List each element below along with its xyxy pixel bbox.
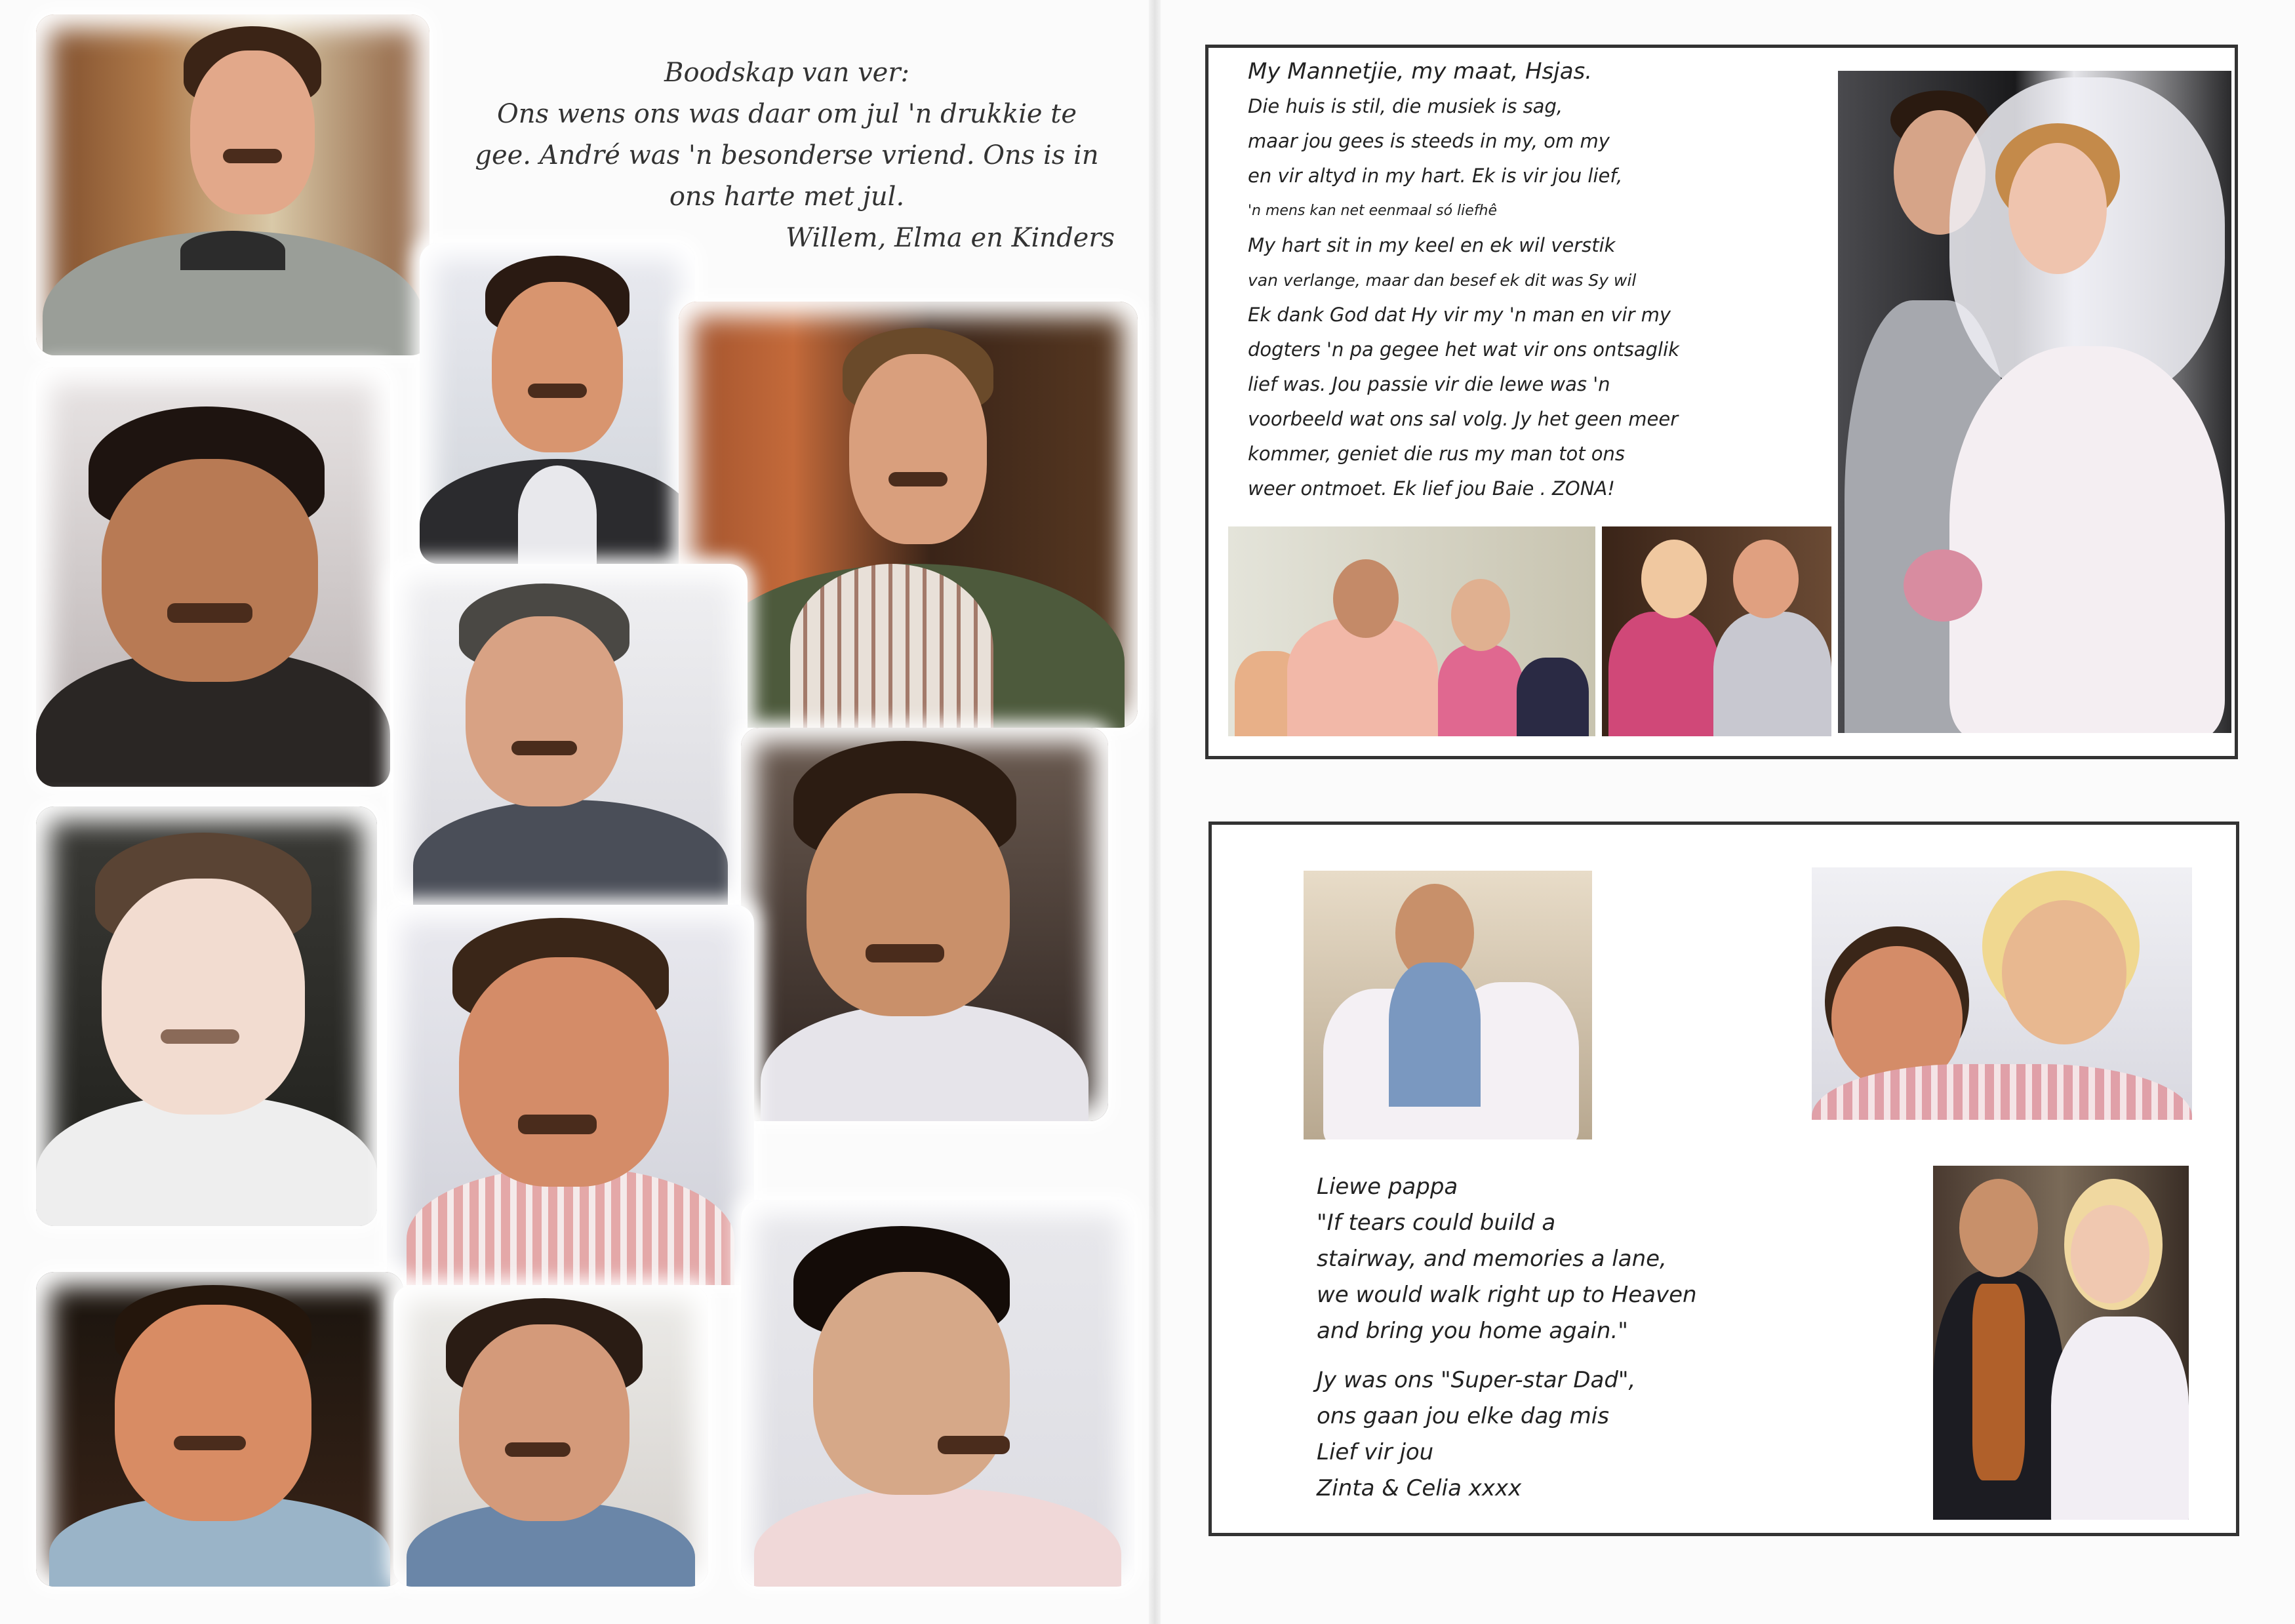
portrait-photo-3 [679,302,1138,728]
message-line: ons harte met jul. [669,182,905,212]
note-line: Zinta & Celia xxxx [1317,1475,1522,1501]
portrait-photo-8 [387,905,754,1285]
note-line: My hart sit in my keel en ek wil verstik [1248,234,1616,256]
note-line: we would walk right up to Heaven [1317,1282,1697,1308]
daughter-wedding-photo [1933,1166,2189,1520]
note-line: en vir altyd in my hart. Ek is vir jou lief, [1248,165,1623,187]
daughters-handwritten-note [1317,1169,1815,1507]
note-line: kommer, geniet die rus my man tot ons [1248,443,1626,465]
family-photo [1228,526,1595,736]
note-line: maar jou gees is steeds in my, om my [1248,130,1610,152]
message-signature: Willem, Elma en Kinders [786,223,1115,253]
portrait-photo-6 [741,728,1108,1121]
note-line: voorbeeld wat ons sal volg. Jy het geen meer [1248,408,1679,430]
note-line: Ek dank God dat Hy vir my 'n man en vir my [1248,304,1671,326]
note-line: dogters 'n pa gegee het wat vir ons ontsaglik [1248,338,1679,361]
couple-photo [1602,526,1831,736]
message-line: gee. André was 'n besonderse vriend. Ons is in [475,140,1099,170]
condolence-message [433,52,1141,259]
note-line: van verlange, maar dan besef ek dit was Sy wil [1248,271,1637,290]
message-heading: Boodskap van ver: [664,58,909,88]
portrait-photo-10 [393,1285,708,1587]
note-line: My Mannetjie, my maat, Hsjas. [1248,58,1593,85]
portrait-photo-4 [36,367,390,787]
portrait-photo-1 [36,14,429,355]
note-line: 'n mens kan net eenmaal só liefhê [1248,203,1498,219]
note-line: weer ontmoet. Ek lief jou Baie . ZONA! [1248,477,1615,500]
father-daughter-photo [1812,867,2192,1120]
note-line: ons gaan jou elke dag mis [1317,1403,1609,1429]
note-line: lief was. Jou passie vir die lewe was 'n [1248,373,1610,395]
message-line: Ons wens ons was daar om jul 'n drukkie te [496,99,1077,129]
portrait-photo-7 [36,806,377,1226]
note-line: Liewe pappa [1317,1174,1458,1200]
page-fold [1149,0,1161,1624]
portrait-photo-5 [393,564,748,905]
note-line: Jy was ons "Super-star Dad", [1317,1367,1636,1393]
note-line: Lief vir jou [1317,1439,1434,1465]
portrait-photo-9 [36,1272,403,1587]
daughters-tribute-frame [1208,822,2239,1536]
portrait-photo-2 [420,243,695,564]
father-daughters-photo [1304,871,1592,1139]
portrait-photo-11 [741,1200,1134,1587]
note-line: stairway, and memories a lane, [1317,1246,1667,1272]
wife-handwritten-note [1248,54,1792,506]
wedding-photo [1838,71,2231,733]
note-line: and bring you home again." [1317,1318,1628,1344]
wife-tribute-frame [1205,45,2238,759]
note-line: "If tears could build a [1317,1210,1556,1236]
note-line: Die huis is stil, die musiek is sag, [1248,95,1563,117]
